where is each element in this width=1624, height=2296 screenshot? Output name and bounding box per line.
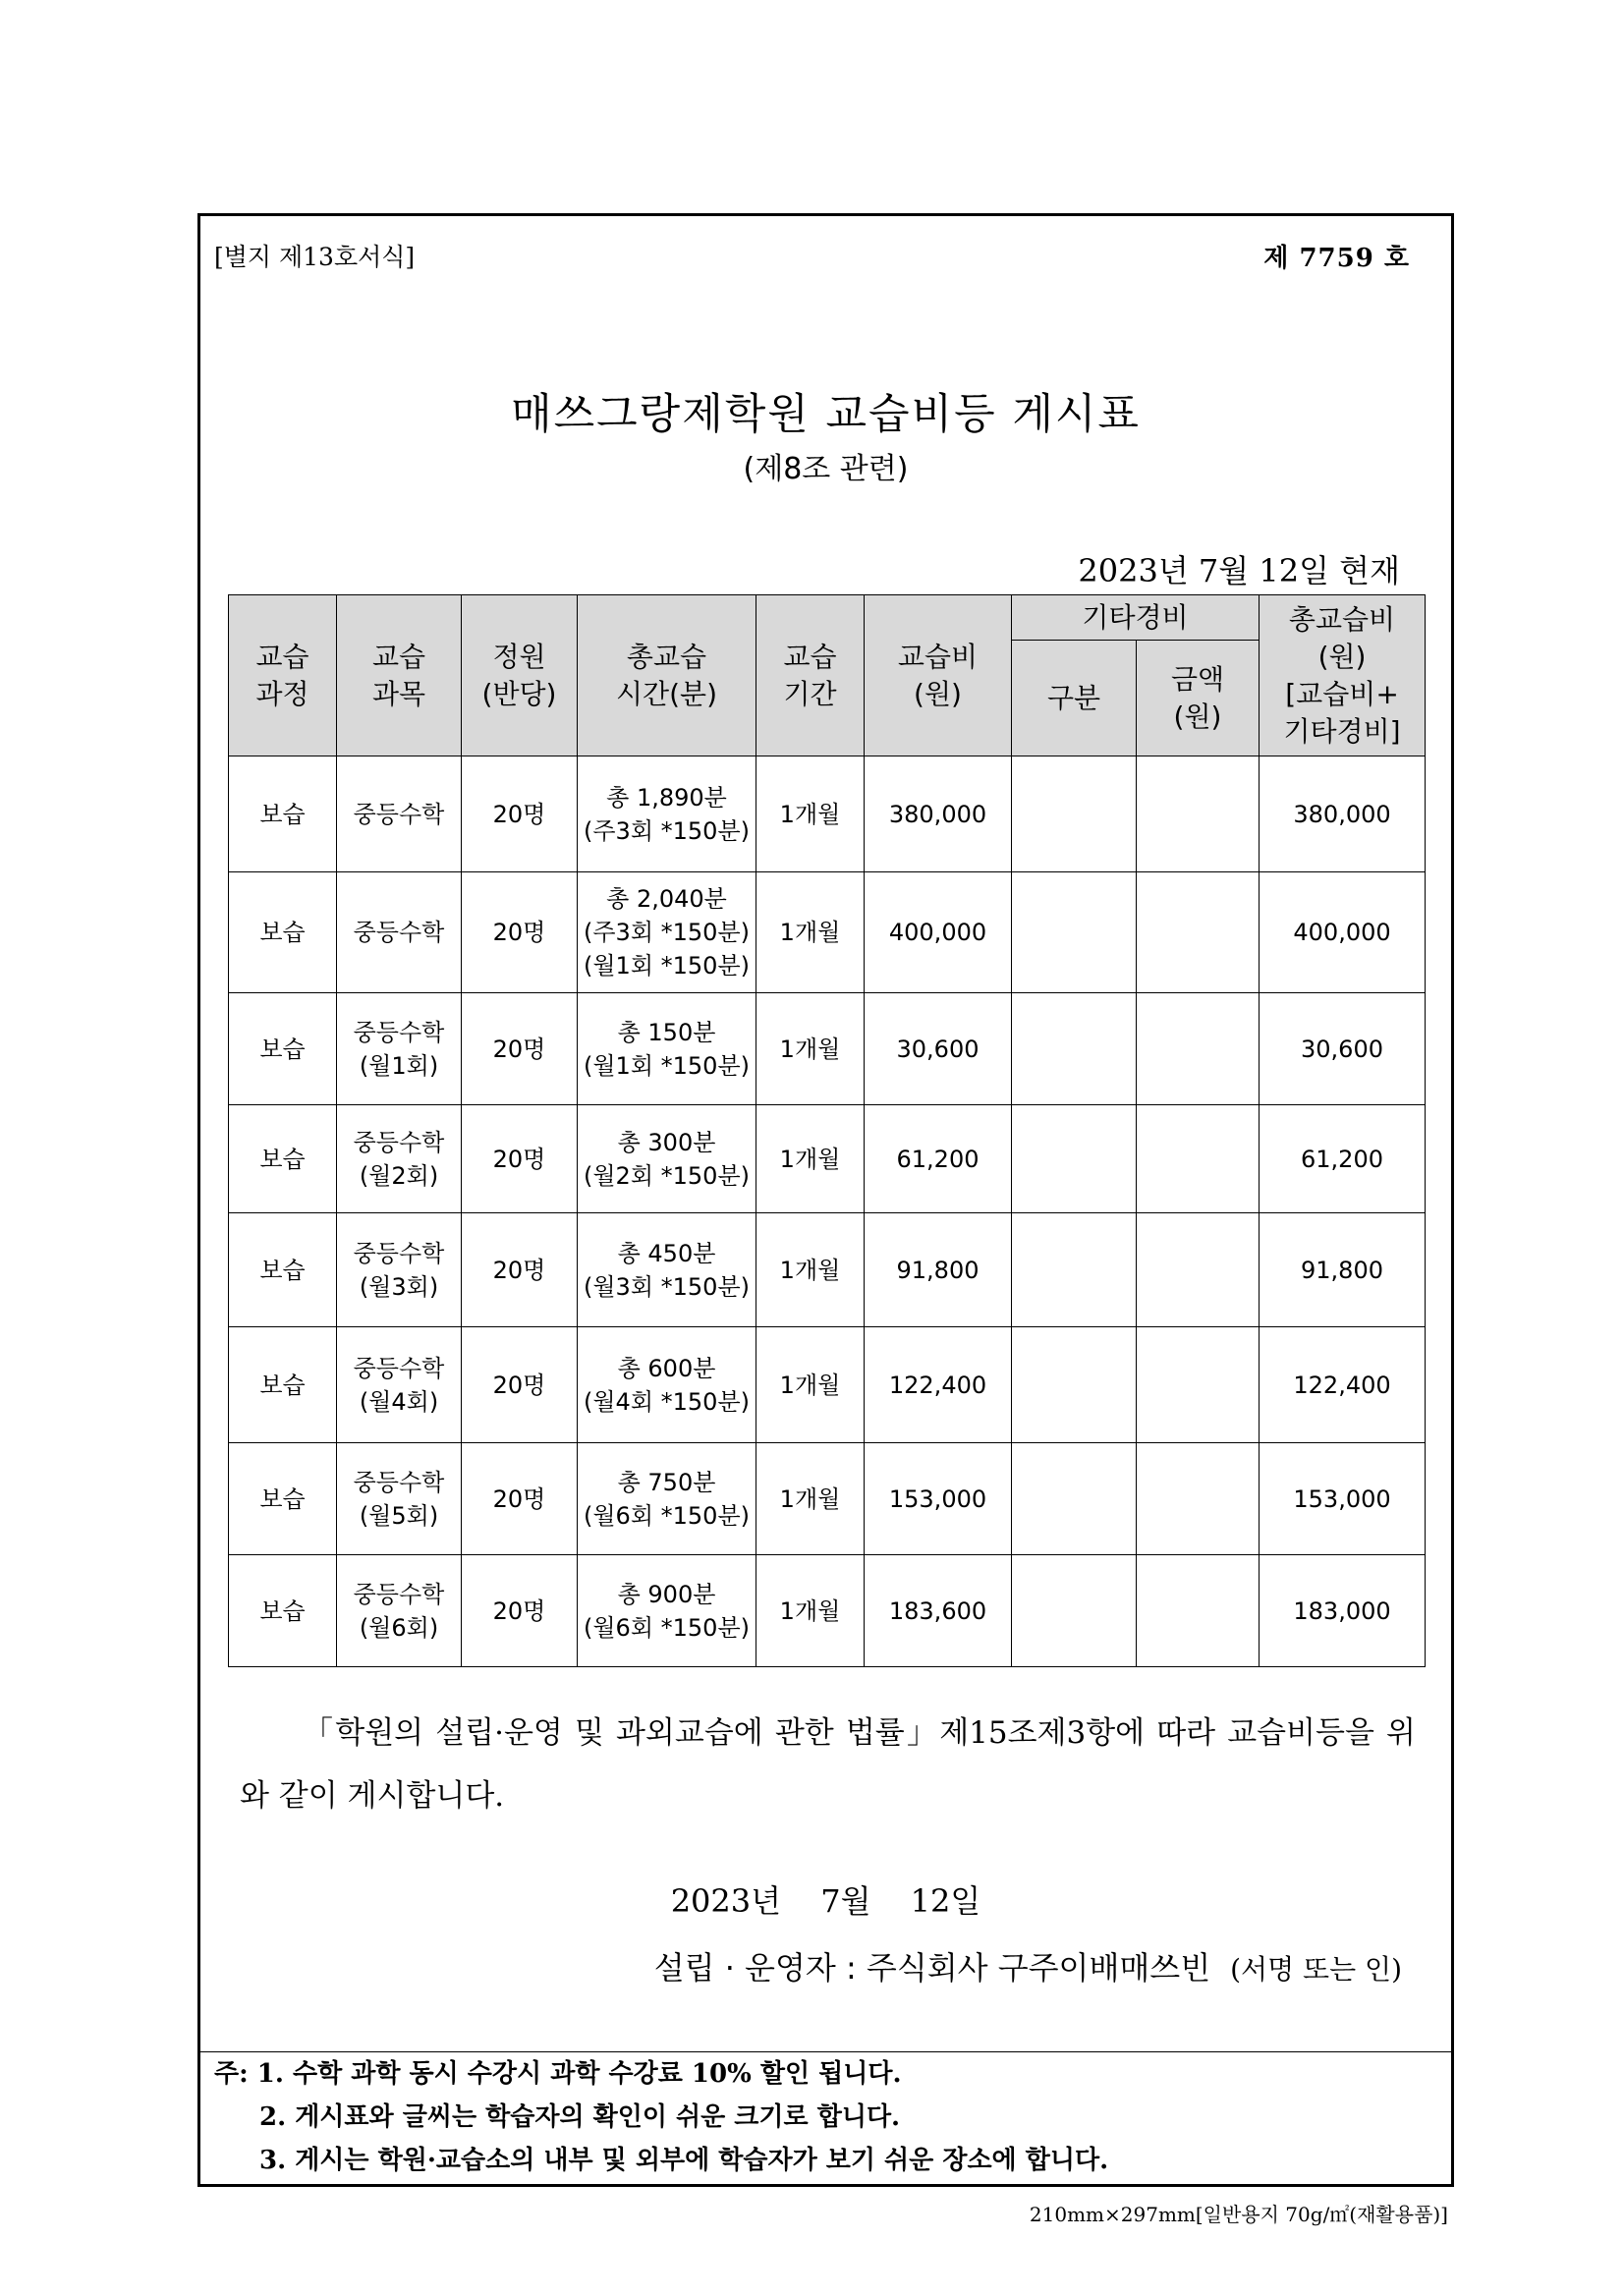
note-item: 2. 게시표와 글씨는 학습자의 확인이 쉬운 크기로 합니다.	[259, 2102, 901, 2132]
cell-total: 183,000	[1260, 1555, 1426, 1667]
table-row	[229, 872, 1426, 993]
header-other-amount: 금액 (원)	[1137, 641, 1260, 756]
cell-other-amount	[1137, 1213, 1260, 1327]
sign-date: 2023년 7월 12일	[670, 1882, 981, 1920]
cell-period: 1개월	[756, 1213, 865, 1327]
table-row	[229, 756, 1426, 872]
cell-other-amount	[1137, 1555, 1260, 1667]
cell-fee: 183,600	[865, 1555, 1012, 1667]
cell-period: 1개월	[756, 756, 865, 872]
cell-capacity: 20명	[462, 1555, 578, 1667]
table-row	[229, 1327, 1426, 1443]
cell-total-time: 총 450분 (월3회 *150분)	[578, 1213, 756, 1327]
cell-total-time: 총 750분 (월6회 *150분)	[578, 1443, 756, 1555]
cell-fee: 30,600	[865, 993, 1012, 1105]
note-item: 주: 1. 수학 과학 동시 수강시 과학 수강료 10% 할인 됩니다.	[214, 2059, 902, 2089]
cell-capacity: 20명	[462, 756, 578, 872]
cell-subject: 중등수학 (월6회)	[337, 1555, 462, 1667]
cell-other-amount	[1137, 1443, 1260, 1555]
cell-total-time: 총 300분 (월2회 *150분)	[578, 1105, 756, 1213]
cell-period: 1개월	[756, 1105, 865, 1213]
cell-course: 보습	[229, 1327, 337, 1443]
header-course: 교습 과정	[229, 595, 337, 756]
cell-other-type	[1012, 872, 1137, 993]
header-total: 총교습비 (원) [교습비+ 기타경비]	[1260, 595, 1426, 756]
cell-fee: 91,800	[865, 1213, 1012, 1327]
cell-other-amount	[1137, 872, 1260, 993]
cell-fee: 153,000	[865, 1443, 1012, 1555]
cell-course: 보습	[229, 1213, 337, 1327]
cell-other-amount	[1137, 1327, 1260, 1443]
cell-course: 보습	[229, 1443, 337, 1555]
cell-capacity: 20명	[462, 1327, 578, 1443]
document-number: 제 7759 호	[1263, 244, 1410, 273]
note-item: 3. 게시는 학원·교습소의 내부 및 외부에 학습자가 보기 쉬운 장소에 합니다.	[259, 2146, 1109, 2175]
cell-other-amount	[1137, 1105, 1260, 1213]
cell-total: 91,800	[1260, 1213, 1426, 1327]
cell-capacity: 20명	[462, 1105, 578, 1213]
cell-other-type	[1012, 1555, 1137, 1667]
table-row	[229, 1213, 1426, 1327]
cell-total: 61,200	[1260, 1105, 1426, 1213]
cell-total: 122,400	[1260, 1327, 1426, 1443]
cell-period: 1개월	[756, 1327, 865, 1443]
notes-section	[200, 2051, 1451, 2182]
table-row	[229, 1555, 1426, 1667]
cell-other-amount	[1137, 756, 1260, 872]
cell-other-type	[1012, 756, 1137, 872]
posting-statement: 「학원의 설립·운영 및 과외교습에 관한 법률」제15조제3항에 따라 교습비등을 위와 같이 게시합니다.	[240, 1715, 1416, 1814]
paper-spec: 210mm×297mm[일반용지 70g/㎡(재활용품)]	[1029, 2203, 1448, 2226]
cell-capacity: 20명	[462, 1443, 578, 1555]
cell-course: 보습	[229, 872, 337, 993]
cell-capacity: 20명	[462, 1213, 578, 1327]
document-title: 매쓰그랑제학원 교습비등 게시표	[511, 390, 1141, 439]
document-frame	[197, 213, 1454, 2187]
cell-subject: 중등수학 (월1회)	[337, 993, 462, 1105]
cell-fee: 122,400	[865, 1327, 1012, 1443]
cell-total: 380,000	[1260, 756, 1426, 872]
document-subtitle: (제8조 관련)	[743, 452, 909, 486]
cell-period: 1개월	[756, 872, 865, 993]
cell-subject: 중등수학 (월4회)	[337, 1327, 462, 1443]
table-row	[229, 993, 1426, 1105]
cell-total: 153,000	[1260, 1443, 1426, 1555]
header-capacity: 정원 (반당)	[462, 595, 578, 756]
cell-other-type	[1012, 1327, 1137, 1443]
cell-capacity: 20명	[462, 872, 578, 993]
cell-period: 1개월	[756, 993, 865, 1105]
cell-course: 보습	[229, 1555, 337, 1667]
fee-table	[228, 594, 1426, 1667]
header-other-type: 구분	[1012, 641, 1137, 756]
cell-total-time: 총 2,040분 (주3회 *150분) (월1회 *150분)	[578, 872, 756, 993]
cell-total: 30,600	[1260, 993, 1426, 1105]
operator-line	[654, 1943, 1402, 1988]
table-row	[229, 1443, 1426, 1555]
fee-table-body	[229, 756, 1426, 1667]
cell-other-type	[1012, 993, 1137, 1105]
cell-subject: 중등수학 (월5회)	[337, 1443, 462, 1555]
cell-total-time: 총 150분 (월1회 *150분)	[578, 993, 756, 1105]
cell-total-time: 총 600분 (월4회 *150분)	[578, 1327, 756, 1443]
cell-period: 1개월	[756, 1555, 865, 1667]
header-period: 교습 기간	[756, 595, 865, 756]
table-row	[229, 1105, 1426, 1213]
cell-other-amount	[1137, 993, 1260, 1105]
header-total-time: 총교습 시간(분)	[578, 595, 756, 756]
cell-total: 400,000	[1260, 872, 1426, 993]
cell-subject: 중등수학	[337, 872, 462, 993]
cell-subject: 중등수학 (월3회)	[337, 1213, 462, 1327]
signature-placeholder: (서명 또는 인)	[1230, 1953, 1402, 1986]
header-fee: 교습비 (원)	[865, 595, 1012, 756]
cell-other-type	[1012, 1213, 1137, 1327]
cell-total-time: 총 1,890분 (주3회 *150분)	[578, 756, 756, 872]
cell-course: 보습	[229, 993, 337, 1105]
as-of-date: 2023년 7월 12일 현재	[1078, 552, 1400, 589]
cell-period: 1개월	[756, 1443, 865, 1555]
cell-total-time: 총 900분 (월6회 *150분)	[578, 1555, 756, 1667]
cell-subject: 중등수학 (월2회)	[337, 1105, 462, 1213]
operator-name: 설립 · 운영자 : 주식회사 구주이배매쓰빈	[653, 1949, 1211, 1987]
cell-other-type	[1012, 1443, 1137, 1555]
cell-fee: 380,000	[865, 756, 1012, 872]
cell-course: 보습	[229, 1105, 337, 1213]
cell-fee: 400,000	[865, 872, 1012, 993]
form-label: [별지 제13호서식]	[214, 243, 416, 271]
cell-fee: 61,200	[865, 1105, 1012, 1213]
cell-subject: 중등수학	[337, 756, 462, 872]
cell-capacity: 20명	[462, 993, 578, 1105]
cell-course: 보습	[229, 756, 337, 872]
header-subject: 교습 과목	[337, 595, 462, 756]
header-other-costs: 기타경비	[1012, 595, 1260, 641]
cell-other-type	[1012, 1105, 1137, 1213]
